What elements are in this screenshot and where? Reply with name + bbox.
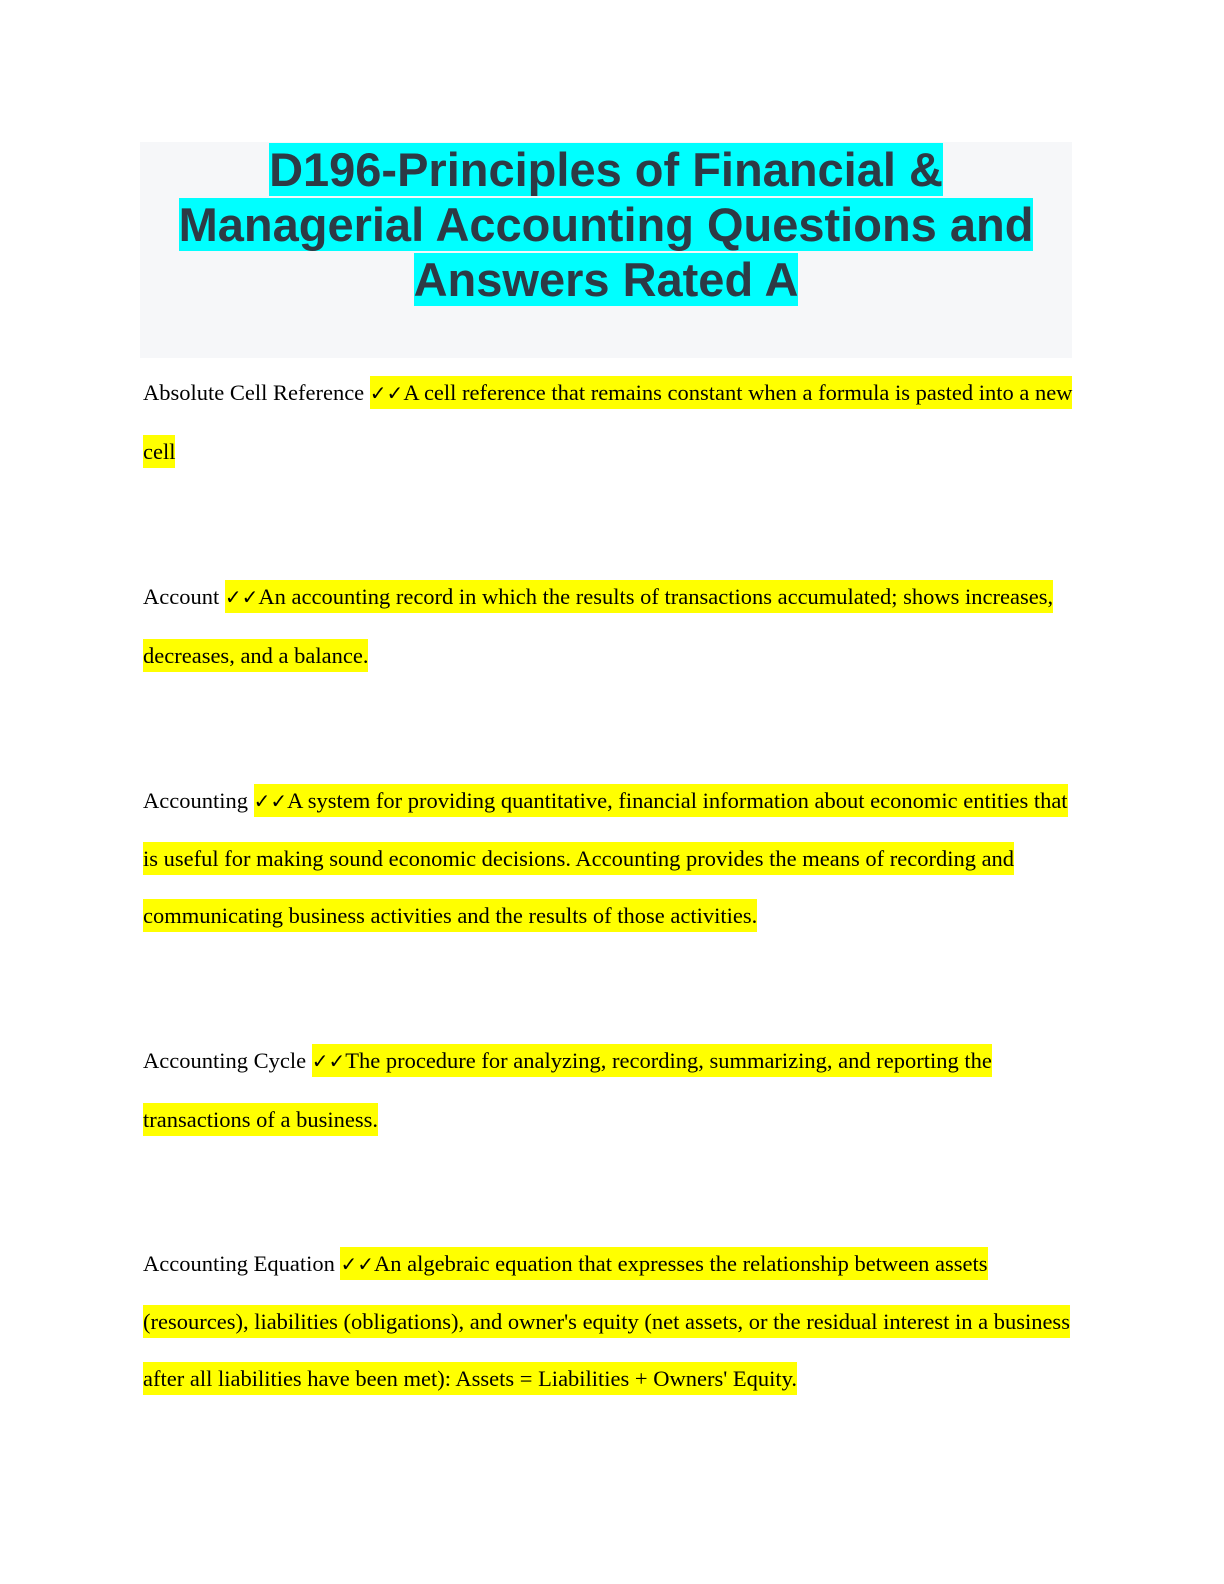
entry-term: Accounting [143,788,248,813]
entry-definition-text: A cell reference that remains constant when a formula is pasted into a new cell [143,380,1073,464]
entry-term: Account [143,584,220,609]
qa-entry [143,364,1083,481]
qa-entry [143,1032,1083,1149]
title-line-3: Answers Rated A [413,253,799,306]
title-box [140,142,1072,358]
check-icon: ✓✓ [369,381,404,405]
qa-entry [143,772,1083,944]
check-icon: ✓✓ [311,1049,346,1073]
entry-definition-text: The procedure for analyzing, recording, summarizing, and reporting the transactions of a business. [143,1048,992,1132]
entry-definition-text: A system for providing quantitative, financial information about economic entities that is useful for making sound economic decisions. Accounting provides the means of recording and communicating business activities and the results of those activities. [143,788,1068,928]
entry-term: Absolute Cell Reference [143,380,365,405]
check-icon: ✓✓ [340,1252,374,1276]
title-line-1: D196-Principles of Financial & [269,143,943,196]
entry-definition-text: An algebraic equation that expresses the relationship between assets (resources), liabilities (obligations), and owner's equity (net assets, or the residual interest in a business after all liabilities have been met): Assets = Liabilities + Owners' Equity. [143,1251,1070,1391]
qa-entry [143,568,1083,685]
qa-entry [143,1235,1083,1407]
entry-definition [143,784,1068,932]
entry-definition-text: An accounting record in which the results of transactions accumulated; shows increases, decreases, and a balance. [143,584,1054,668]
entry-term: Accounting Cycle [143,1048,307,1073]
entry-definition [143,580,1053,672]
check-icon: ✓✓ [224,585,259,609]
page-title [140,142,1072,307]
title-line-2: Managerial Accounting Questions and [178,198,1034,251]
check-icon: ✓✓ [253,789,288,813]
entry-term: Accounting Equation [143,1251,335,1276]
